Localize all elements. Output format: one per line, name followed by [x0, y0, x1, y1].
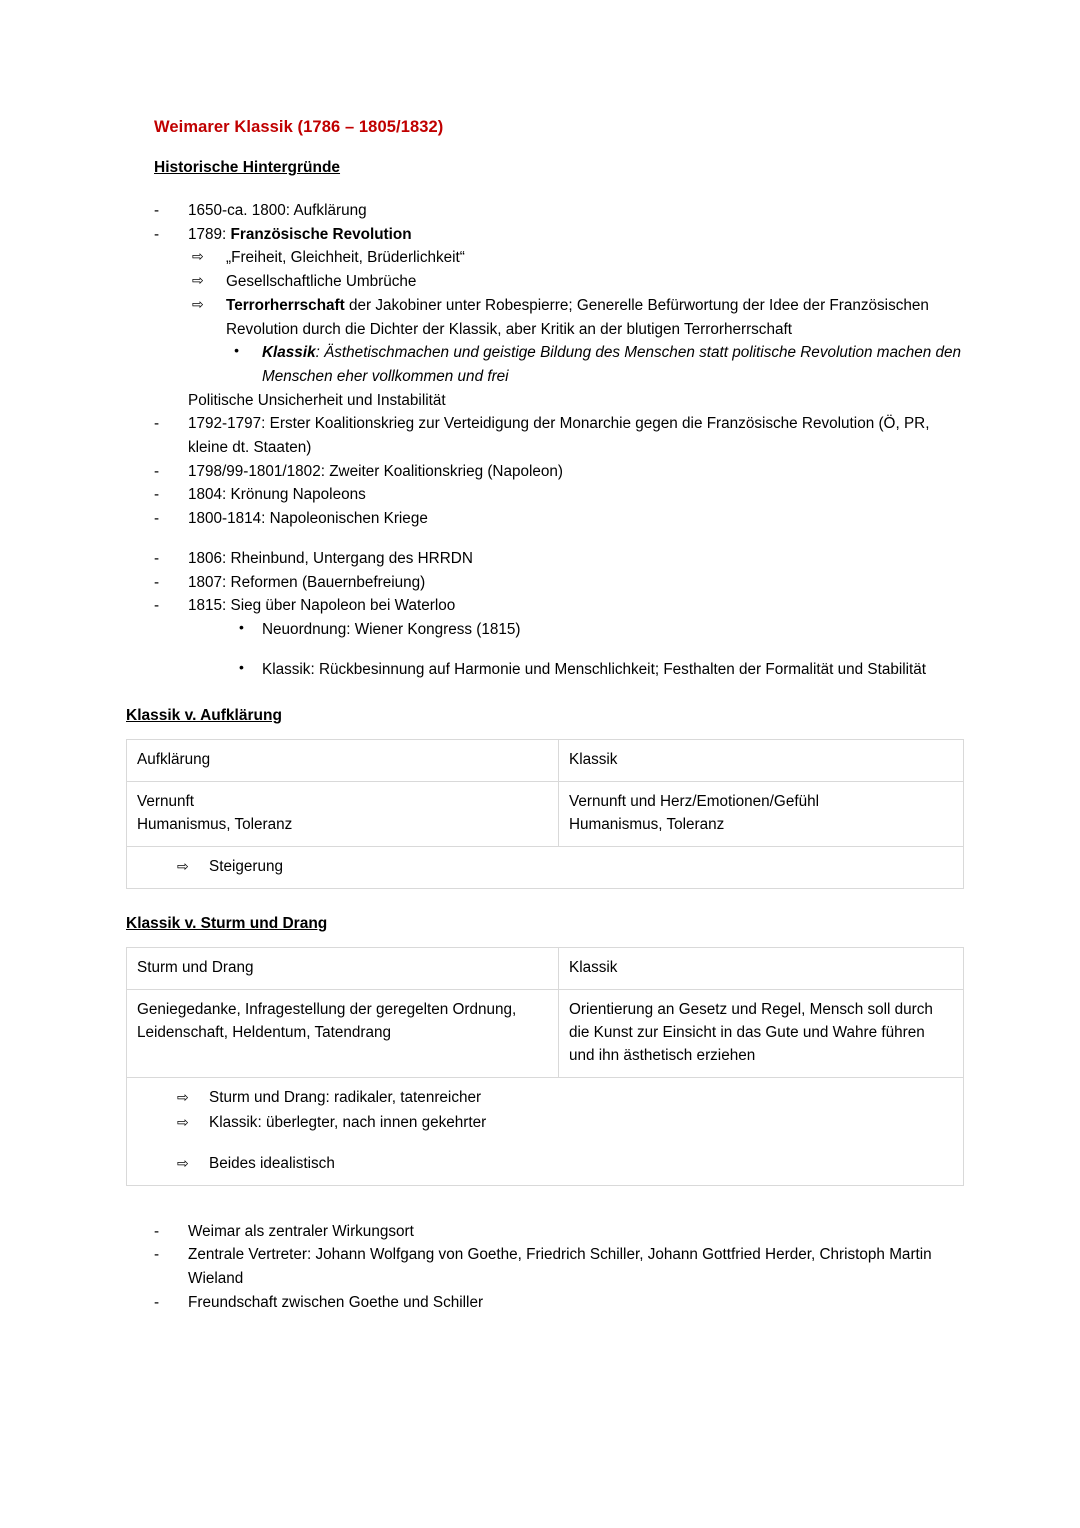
table-note: ⇨ Beides idealistisch — [137, 1153, 953, 1176]
table-row — [127, 948, 964, 990]
list-item-emphasis: Terrorherrschaft — [226, 296, 345, 314]
history-list-continued — [126, 547, 964, 642]
table-cell: Geniegedanke, Infragestellung der geregelten Ordnung, Leidenschaft, Heldentum, Tatendrang — [127, 990, 559, 1078]
section-heading-historische-hintergruende: Historische Hintergründe — [154, 159, 341, 176]
list-item: - 1798/99-1801/1802: Zweiter Koalitionskrieg (Napoleon) — [126, 460, 964, 484]
list-item: - 1806: Rheinbund, Untergang des HRRDN — [126, 547, 964, 571]
table-header-cell: Klassik — [559, 948, 964, 990]
list-item: - 1800-1814: Napoleonischen Kriege — [126, 507, 964, 531]
table-header-cell: Aufklärung — [127, 740, 559, 782]
list-item: - 1650-ca. 1800: Aufklärung — [126, 199, 964, 223]
page-title: Weimarer Klassik (1786 – 1805/1832) — [154, 118, 444, 136]
table-header-cell: Klassik — [559, 740, 964, 782]
table-note-cell — [127, 1077, 964, 1185]
list-item-emphasis: Klassik — [262, 344, 316, 362]
list-item: - 1804: Krönung Napoleons — [126, 483, 964, 507]
list-item: - Weimar als zentraler Wirkungsort — [126, 1220, 964, 1244]
section-heading-klassik-v-aufklaerung: Klassik v. Aufklärung — [126, 707, 282, 725]
list-item-emphasis: Französische Revolution — [230, 225, 412, 243]
list-item-text: der Jakobiner unter Robespierre; Generelle Befürwortung der Idee der Französischen Revolution durch die Dichter der Klassik, aber Kritik an der blutigen Terrorherrschaft — [226, 296, 929, 338]
document-body — [126, 118, 964, 1314]
table-cell-line: Vernunft und Herz/Emotionen/Gefühl — [569, 793, 820, 811]
table-row — [127, 1077, 964, 1185]
list-item — [126, 223, 964, 247]
list-item: ⇨ Gesellschaftliche Umbrüche — [126, 270, 964, 294]
list-item: ⇨ „Freiheit, Gleichheit, Brüderlichkeit“ — [126, 246, 964, 270]
table-row — [127, 782, 964, 847]
spacer — [126, 531, 964, 547]
spacer — [126, 1186, 964, 1220]
list-item: - Zentrale Vertreter: Johann Wolfgang von Goethe, Friedrich Schiller, Johann Gottfried Herder, Christoph Martin Wieland — [126, 1243, 964, 1290]
list-item — [126, 341, 964, 388]
table-note-cell — [127, 847, 964, 889]
list-item: - 1815: Sieg über Napoleon bei Waterloo — [126, 594, 964, 618]
footer-list — [126, 1220, 964, 1315]
list-item: • Klassik: Rückbesinnung auf Harmonie und Menschlichkeit; Festhalten der Formalität und Stabilität — [126, 658, 964, 682]
spacer — [126, 642, 964, 658]
list-item-prefix: 1789: — [188, 225, 231, 243]
table-note: ⇨ Steigerung — [137, 856, 953, 879]
list-item: • Neuordnung: Wiener Kongress (1815) — [126, 618, 964, 642]
table-row — [127, 847, 964, 889]
history-list — [126, 199, 964, 531]
spacer — [137, 1135, 953, 1153]
section-heading-klassik-v-sturm-und-drang: Klassik v. Sturm und Drang — [126, 915, 328, 933]
list-item: - 1807: Reformen (Bauernbefreiung) — [126, 571, 964, 595]
table-cell — [559, 782, 964, 847]
list-item: - 1792-1797: Erster Koalitionskrieg zur Verteidigung der Monarchie gegen die Französische Revolution (Ö, PR, kleine dt. Staaten) — [126, 412, 964, 459]
list-item-text: : Ästhetischmachen und geistige Bildung des Menschen statt politische Revolution machen den Menschen eher vollkommen und frei — [262, 344, 961, 385]
table-cell-line: Humanismus, Toleranz — [569, 816, 725, 834]
table-cell: Orientierung an Gesetz und Regel, Mensch soll durch die Kunst zur Einsicht in das Gute und Wahre führen und ihn ästhetisch erziehen — [559, 990, 964, 1078]
table-header-cell: Sturm und Drang — [127, 948, 559, 990]
comparison-table-sturm-und-drang — [126, 947, 964, 1186]
spacer — [126, 889, 964, 915]
list-item: Politische Unsicherheit und Instabilität — [188, 391, 446, 409]
spacer — [126, 681, 964, 707]
table-note: ⇨ Klassik: überlegter, nach innen gekehrter — [137, 1112, 953, 1135]
table-row — [127, 990, 964, 1078]
history-list-klassik-note — [126, 658, 964, 682]
table-row — [127, 740, 964, 782]
table-cell-line: Vernunft — [137, 793, 194, 811]
table-cell-line: Humanismus, Toleranz — [137, 816, 293, 834]
list-item — [126, 294, 964, 341]
table-cell — [127, 782, 559, 847]
list-item: - Freundschaft zwischen Goethe und Schiller — [126, 1291, 964, 1315]
comparison-table-aufklaerung — [126, 739, 964, 889]
table-note: ⇨ Sturm und Drang: radikaler, tatenreicher — [137, 1087, 953, 1110]
